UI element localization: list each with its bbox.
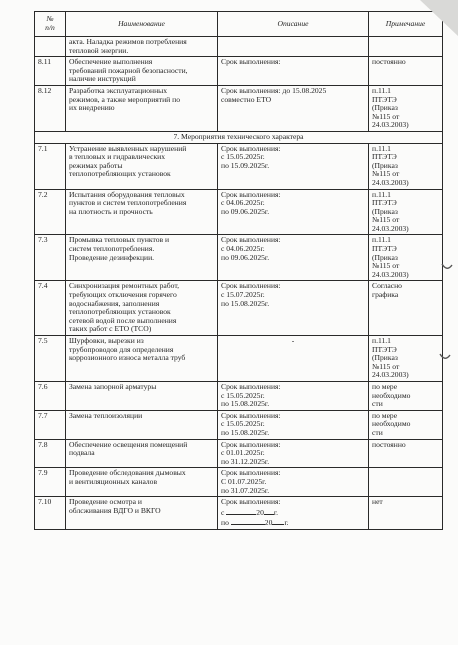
row-name (66, 85, 218, 131)
row-note-line: ПТЭТЭ (372, 94, 397, 104)
row-name-line: на плотность и прочность (69, 206, 153, 216)
row-name (66, 37, 218, 57)
row-number: 7.10 (35, 497, 66, 530)
row-name (66, 143, 218, 189)
row-note-line: №115 от (372, 215, 400, 225)
table-row (35, 468, 443, 497)
row-number: 7.5 (35, 336, 66, 382)
row-name (66, 468, 218, 497)
row-description (218, 189, 369, 235)
row-description (218, 468, 369, 497)
row-name-line: теплопотребляющих установок (69, 169, 171, 179)
section-7-title: 7. Мероприятия технического характера (35, 131, 443, 143)
row-name (66, 281, 218, 336)
row-name-line: требований пожарной безопасности, (69, 65, 188, 75)
row-note (369, 85, 443, 131)
row-note-line: 24.03.2003) (372, 120, 409, 130)
row-note-line: ПТЭТЭ (372, 198, 397, 208)
row-note-line: постоянно (372, 57, 406, 67)
header-description: Описание (218, 12, 369, 37)
row-number: 7.3 (35, 235, 66, 281)
row-name (66, 235, 218, 281)
row-name-line: теплопотребляющих установок (69, 307, 171, 317)
table-row (35, 57, 443, 86)
measures-table (34, 11, 443, 530)
row-description-line: по 31.12.2025г. (221, 456, 270, 466)
row-note-line: п.11.1 (372, 235, 391, 245)
row-note-line: (Приказ (372, 252, 398, 262)
row-description: Срок выполнения: с 20 г. по 20 г. (218, 497, 369, 530)
row-name-line: пунктов и систем теплопотребления (69, 198, 187, 208)
row-note-line: необходимо (372, 390, 411, 400)
row-description (218, 57, 369, 86)
row-note-line: (Приказ (372, 103, 398, 113)
row-name-line: Синхронизация ремонтных работ, (69, 281, 179, 291)
row-note-line: 24.03.2003) (372, 177, 409, 187)
row-description-line: - (291, 336, 295, 345)
row-description-line: с 04.06.2025г. (221, 198, 265, 208)
row-description-line: по 15.08.2025г. (221, 399, 270, 409)
row-name-line: Испытания оборудования тепловых (69, 189, 185, 199)
row-note-line: (Приказ (372, 206, 398, 216)
row-note-line: п.11.1 (372, 336, 391, 345)
row-note-line: п.11.1 (372, 85, 391, 95)
row-description-line: Срок выполнения: (221, 381, 281, 391)
row-description (218, 37, 369, 57)
row-note-line: (Приказ (372, 353, 398, 363)
row-note-line: сти (372, 399, 383, 409)
table-row (35, 381, 443, 410)
row-name (66, 410, 218, 439)
row-note (369, 381, 443, 410)
row-name-line: водоснабжения, заполнения (69, 298, 160, 308)
row-number: 7.1 (35, 143, 66, 189)
row-name-line: их внедрению (69, 103, 115, 113)
header-note: Примечание (369, 12, 443, 37)
row-name-line: таких работ с ЕТО (ТСО) (69, 324, 152, 334)
row-note-line: №115 от (372, 111, 400, 121)
row-description-line: с 15.05.2025г. (221, 390, 265, 400)
row-description (218, 336, 369, 382)
row-description-line: совместно ЕТО (221, 94, 272, 104)
corner-fold-mark (412, 0, 458, 40)
row-note-line: ПТЭТЭ (372, 152, 397, 162)
row-note: нет (369, 497, 443, 530)
table-row (35, 439, 443, 468)
table-row (35, 410, 443, 439)
row-description-line: с 15.07.2025г. (221, 290, 265, 300)
row-name (66, 189, 218, 235)
row-name-line: подвала (69, 448, 95, 458)
row-description (218, 439, 369, 468)
row-name-line: в тепловых и гидравлических (69, 152, 166, 162)
row-name (66, 439, 218, 468)
table-row (35, 497, 443, 530)
row-note-line: п.11.1 (372, 143, 391, 153)
row-note (369, 189, 443, 235)
row-description-line: Срок выполнения: (221, 235, 281, 245)
row-name-line: Обеспечение выполнения (69, 57, 153, 67)
row-name-line: коррозионного износа металла труб (69, 353, 186, 363)
row-note-line: Согласно (372, 281, 402, 291)
row-note (369, 143, 443, 189)
row-description (218, 410, 369, 439)
row-number: 8.12 (35, 85, 66, 131)
row-name-line: тепловой энергии. (69, 45, 129, 55)
row-note-line: №115 от (372, 261, 400, 271)
row-name-line: Замена запорной арматуры (69, 381, 157, 391)
row-note-line: ПТЭТЭ (372, 344, 397, 354)
row-description-line: С 01.07.2025г. (221, 476, 267, 486)
row-name-line: сетевой водой после выполнения (69, 315, 177, 325)
row-name-line: Обеспечение освещения помещений (69, 439, 188, 449)
table-header-row (35, 12, 443, 37)
row-note-line: по мере (372, 381, 398, 391)
row-number: 8.11 (35, 57, 66, 86)
row-note (369, 468, 443, 497)
row-name-line: Замена теплоизоляции (69, 410, 143, 420)
row-name-line: акта. Наладка режимов потребления (69, 37, 187, 46)
row-description (218, 235, 369, 281)
row-note (369, 336, 443, 382)
row-name: Проведение осмотра и облсживания ВДГО и ВКГО (66, 497, 218, 530)
row-name (66, 57, 218, 86)
row-description-line: Срок выполнения: (221, 281, 281, 291)
row-description-line: по 09.06.2025г. (221, 252, 270, 262)
table-row (35, 37, 443, 57)
row-description (218, 143, 369, 189)
row-name-line: Промывка тепловых пунктов и (69, 235, 170, 245)
row-number: 7.2 (35, 189, 66, 235)
row-name-line: систем теплопотребления. (69, 244, 155, 254)
binder-hole-mark-lower (438, 352, 452, 362)
row-note-line: п.11.1 (372, 189, 391, 199)
row-description-line: Срок выполнения: (221, 143, 281, 153)
row-note-line: постоянно (372, 439, 406, 449)
row-name-line: режимах работы (69, 160, 123, 170)
section-row (35, 131, 443, 143)
row-description-line: по 09.06.2025г. (221, 206, 270, 216)
row-number: 7.9 (35, 468, 66, 497)
table-row (35, 235, 443, 281)
row-number (35, 37, 66, 57)
row-name-line: и вентиляционных каналов (69, 476, 158, 486)
row-note-line: №115 от (372, 169, 400, 179)
row-description-line: с 01.01.2025г. (221, 448, 265, 458)
row-name-line: требующих отключения горячего (69, 290, 177, 300)
row-description (218, 85, 369, 131)
row-description-line: с 15.05.2025г. (221, 419, 265, 429)
header-num: № п/п (35, 12, 66, 37)
row-name-line: Разработка эксплуатационных (69, 85, 168, 95)
row-description-line: с 04.06.2025г. (221, 244, 265, 254)
row-description-line: по 15.08.2025г. (221, 427, 270, 437)
row-name-line: трубопроводов для определения (69, 344, 174, 354)
row-number: 7.4 (35, 281, 66, 336)
table-row (35, 189, 443, 235)
row-note (369, 235, 443, 281)
row-note-line: 24.03.2003) (372, 370, 409, 380)
row-number: 7.8 (35, 439, 66, 468)
table-row (35, 85, 443, 131)
row-description-line: Срок выполнения: до 15.08.2025 (221, 85, 327, 95)
row-name-line: Устранение выявленных нарушений (69, 143, 187, 153)
row-description-line: с 15.05.2025г. (221, 152, 265, 162)
row-name-line: режимов, а также мероприятий по (69, 94, 181, 104)
row-note-line: 24.03.2003) (372, 269, 409, 279)
table-row (35, 336, 443, 382)
row-name-line: Шурфовки, вырезки из (69, 336, 144, 345)
binder-hole-mark (440, 262, 454, 272)
table-row (35, 143, 443, 189)
row-note-line: графика (372, 290, 399, 300)
header-name: Наименование (66, 12, 218, 37)
row-number: 7.6 (35, 381, 66, 410)
row-note (369, 281, 443, 336)
row-description-line: по 15.09.2025г. (221, 160, 270, 170)
row-description-line: Срок выполнения: (221, 189, 281, 199)
row-name-line: Проведение дезинфекции. (69, 252, 155, 262)
row-description-line: Срок выполнения: (221, 439, 281, 449)
row-note-line: сти (372, 427, 383, 437)
row-description (218, 381, 369, 410)
row-description-line: по 31.07.2025г. (221, 485, 270, 495)
row-name (66, 381, 218, 410)
row-note-line: по мере (372, 410, 398, 420)
row-note (369, 439, 443, 468)
row-note-line: №115 от (372, 361, 400, 371)
row-note-line: необходимо (372, 419, 411, 429)
row-description-line: Срок выполнения: (221, 57, 281, 67)
row-name (66, 336, 218, 382)
row-note (369, 57, 443, 86)
row-note (369, 410, 443, 439)
row-description-line: Срок выполнения: (221, 410, 281, 420)
row-name-line: наличие инструкций (69, 74, 136, 84)
row-description-line: Срок выполнения: (221, 468, 281, 478)
row-description (218, 281, 369, 336)
row-name-line: Проведение обследования дымовых (69, 468, 186, 478)
row-note-line: 24.03.2003) (372, 223, 409, 233)
table-row (35, 281, 443, 336)
row-description-line: по 15.08.2025г. (221, 298, 270, 308)
row-note-line: (Приказ (372, 160, 398, 170)
row-number: 7.7 (35, 410, 66, 439)
row-note-line: ПТЭТЭ (372, 244, 397, 254)
